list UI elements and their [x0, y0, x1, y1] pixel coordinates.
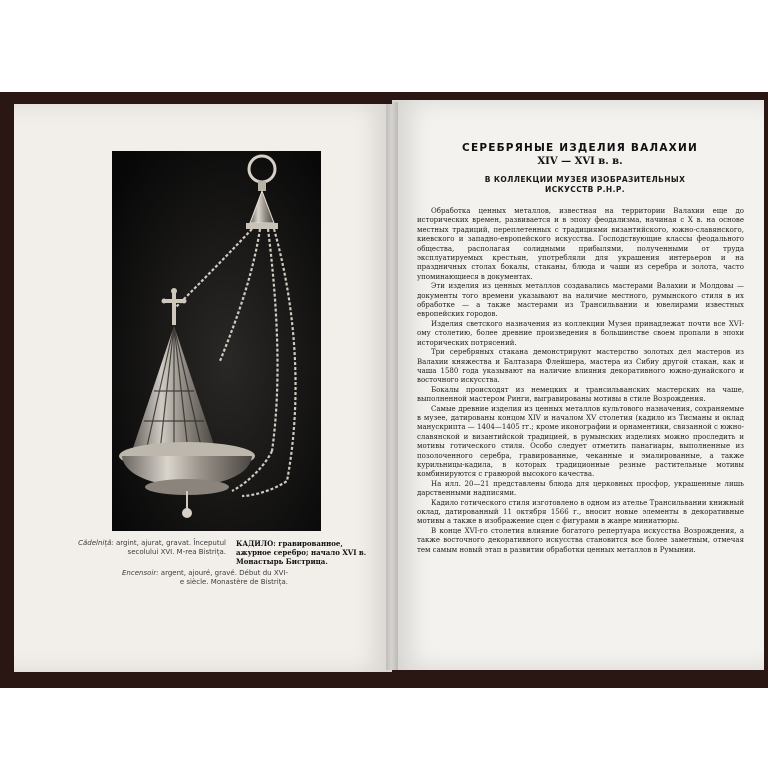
paragraph: В конце XVI-го столетия влияние богатого репертуара искусства Возрождения, а также восточного декоративного искусства становится все более заметным, отмечая тем самым новый этап в развитии обработки ценных металлов в Румынии.	[417, 526, 744, 554]
paragraph: Три серебряных стакана демонстрируют мастерство золотых дел мастеров из Валахии княжества и Балтазара Флейшера, мастера из Сибиу другой стакан, как и чаша 1580 года указывают на наличие влияния декоративного южно-дунайского и восточного искусства.	[417, 348, 744, 385]
censer-photograph	[112, 151, 321, 531]
article-title: СЕРЕБРЯНЫЕ ИЗДЕЛИЯ ВАЛАХИИ	[462, 142, 698, 154]
article-centuries: XIV — XVI в. в.	[537, 156, 623, 167]
paragraph: Бокалы происходят из немецких и трансильванских мастерских на чаше, выполненной мастером Ринги, выгравированы мотивы в стиле Возрождения.	[417, 385, 744, 404]
censer-image	[112, 151, 321, 531]
caption-french-label: Encensoir:	[122, 569, 159, 577]
caption-french-text: argent, ajouré, gravé. Début du XVI-e siècle. Monastère de Bistrița.	[160, 569, 288, 586]
paragraph: Кадило готического стиля изготовлено в одном из ателье Трансильвании книжный оклад, датированный 11 октября 1566 г., вносит новые элементы в декоративные мотивы а также в изображение сцен с фигурами в жанре миниатюры.	[417, 498, 744, 526]
article-body	[417, 207, 744, 555]
book-gutter	[386, 102, 398, 670]
caption-russian	[236, 539, 368, 566]
paragraph: Эти изделия из ценных металлов создавались мастерами Валахии и Молдовы — документы того времени указывают на наличие местного, румынского стиля в их обработке — а также мастерами из Трансильвании и ювелирами известных европейских городов.	[417, 282, 744, 319]
caption-romanian-text: argint, ajurat, gravat. Începutul secolului XVI. M-rea Bistrița.	[116, 539, 226, 556]
paragraph: Самые древние изделия из ценных металлов культового назначения, сохраняемые в музее, датированы концом XIV и началом XV столетия (кадило из Тисманы и оклад манускрипта — 1404—1405 гг.; кроме иконографии и орнаментики, связанной с южно-славянской и византийской традицией, в румынских изделиях можно проследить и мотивы готического стиля. Особо следует отметить панагиары, выполненные из позолоченного серебра, гравированные, чеканные и эмалированные, а также курильницы-кадила, в которых традиционные резные растительные мотивы комбинируются с гравюрой высокого качества.	[417, 404, 744, 479]
article-subtitle: В КОЛЛЕКЦИИ МУЗЕЯ ИЗОБРАЗИТЕЛЬНЫХ ИСКУССТВ Р.Н.Р.	[484, 175, 686, 194]
caption-russian-text: гравированное, ажурное серебро; начало XVI в. Монастырь Бистрица.	[236, 539, 367, 566]
caption-romanian-label: Cădelniță:	[78, 539, 114, 547]
paragraph: Изделия светского назначения из коллекции Музея принадлежат почти все XVI-ому столетию, более древние произведения в большинстве своем пропали в эпохи исторических потрясений.	[417, 319, 744, 347]
caption-french	[118, 569, 288, 587]
caption-russian-label: КАДИЛО:	[236, 539, 276, 548]
paragraph: Обработка ценных металлов, известная на территории Валахии еще до исторических времен, развивается и в эпоху феодализма, начиная с X в. на основе местных традиций, переплетенных с традициями византийского, южно-славянского, киевского и западно-европейского искусства. Господствующие классы феодального общества, располагая солидными прибылями, полученными от труда эксплуатируемых крестьян, употребляли для украшения интерьеров и на праздничных столах бокалы, стаканы, блюда и чаши из серебра и золота, часто упоминающиеся в документах.	[417, 207, 744, 281]
caption-romanian	[66, 539, 226, 557]
paragraph: На илл. 20—21 представлены блюда для церковных просфор, украшенные лишь дарственными надписями.	[417, 479, 744, 498]
